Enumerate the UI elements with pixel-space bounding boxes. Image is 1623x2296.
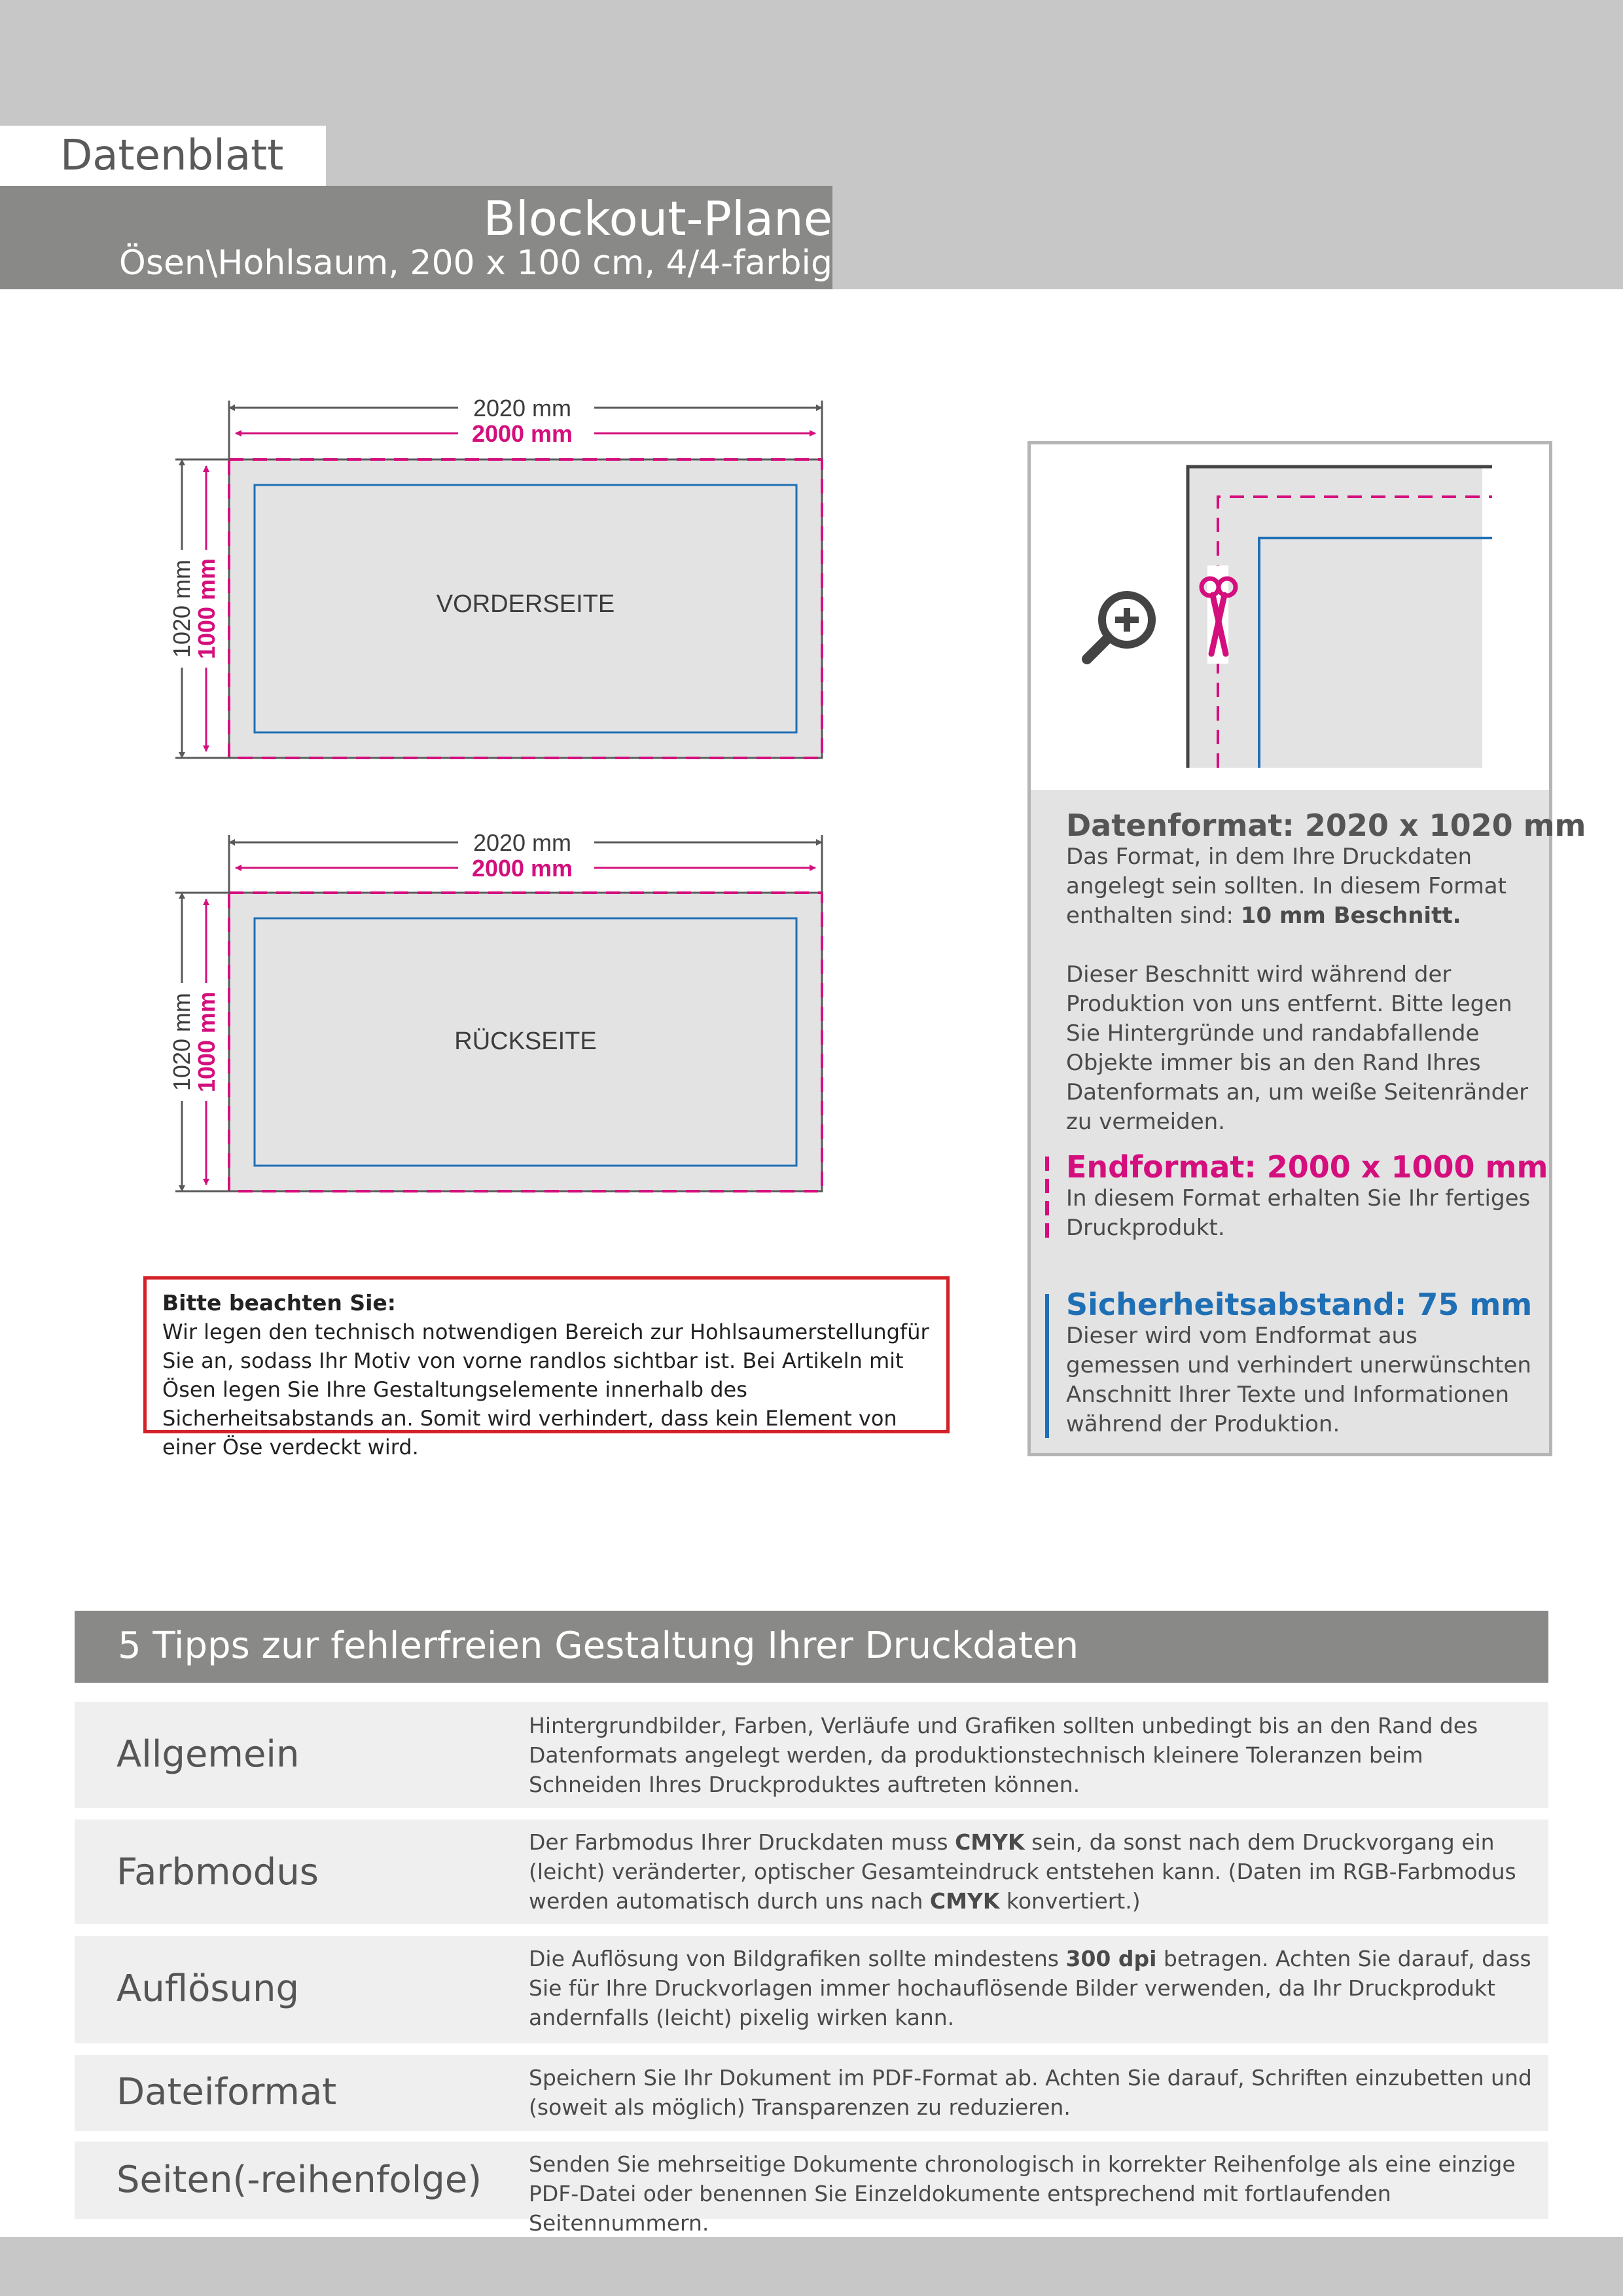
safety-marker xyxy=(1045,1294,1049,1438)
datenformat-note: Dieser Beschnitt wird während der Produktion von uns entfernt. Bitte legen Sie Hintergründe und randabfallende Objekte immer bis an den Rand Ihres Datenformats an, um weiße Seitenränder zu vermeiden. xyxy=(1066,961,1529,1135)
corner-detail xyxy=(1031,444,1549,790)
tip-name: Auflösung xyxy=(116,1967,300,2010)
footer-band xyxy=(0,2237,1623,2296)
zoom-detail-panel xyxy=(1027,441,1552,793)
format-info-panel xyxy=(1027,790,1586,1456)
front-final-height: 1000 mm xyxy=(193,558,220,660)
datenformat-title: Datenformat: 2020 x 1020 mm xyxy=(1066,808,1586,843)
front-panel xyxy=(168,395,822,758)
zoom-in-icon xyxy=(1087,595,1152,659)
back-data-width: 2020 mm xyxy=(473,829,572,856)
tip-row xyxy=(75,2142,1548,2236)
format-diagram xyxy=(0,0,982,1244)
product-subtitle: Ösen\Hohlsaum, 200 x 100 cm, 4/4-farbig xyxy=(118,243,832,283)
front-final-width: 2000 mm xyxy=(471,420,573,447)
tip-text: Der Farbmodus Ihrer Druckdaten muss CMYK sein, da sonst nach dem Druckvorgang ein (leicht) veränderter, optischer Gesamteindruck entstehen kann. (Daten im RGB-Farbmodus werden automatisch durch uns nach CMYK konvertiert.) xyxy=(529,1829,1516,1914)
front-label: VORDERSEITE xyxy=(436,590,615,618)
sicherheit-text: Dieser wird vom Endformat aus gemessen und verhindert unerwünschten Anschnitt Ihrer Texte und Informationen während der Produktion. xyxy=(1066,1323,1531,1437)
datenformat-text: Das Format, in dem Ihre Druckdaten angelegt sein sollten. In diesem Format enthalten sind: 10 mm Beschnitt. xyxy=(1066,844,1507,929)
tip-text: Speichern Sie Ihr Dokument im PDF-Format ab. Achten Sie darauf, Schriften einzubetten und (soweit als möglich) Transparenzen zu reduzieren. xyxy=(529,2065,1532,2120)
doc-type-label: Datenblatt xyxy=(60,132,284,180)
tip-text: Die Auflösung von Bildgrafiken sollte mindestens 300 dpi betragen. Achten Sie darauf, dass Sie für Ihre Druckvorlagen immer hochauflösende Bilder verwenden, da Ihr Druckprodukt andernfalls (leicht) pixelig wirken kann. xyxy=(529,1946,1531,2030)
front-data-width: 2020 mm xyxy=(473,395,572,422)
front-data-height: 1020 mm xyxy=(168,559,195,658)
tips-title: 5 Tipps zur fehlerfreien Gestaltung Ihrer Druckdaten xyxy=(118,1624,1079,1667)
tip-row xyxy=(75,2055,1548,2131)
notice-title: Bitte beachten Sie: xyxy=(162,1290,397,1316)
tip-text: Senden Sie mehrseitige Dokumente chronologisch in korrekter Reihenfolge als eine einzige PDF-Datei oder benennen Sie Einzeldokumente entsprechend mit fortlaufenden Seitennummern. xyxy=(529,2151,1516,2236)
tip-name: Farbmodus xyxy=(116,1851,319,1893)
back-final-height: 1000 mm xyxy=(193,991,220,1093)
endformat-text: In diesem Format erhalten Sie Ihr fertiges Druckprodukt. xyxy=(1066,1185,1531,1241)
notice-box xyxy=(143,1276,950,1460)
back-data-height: 1020 mm xyxy=(168,992,195,1092)
tip-name: Dateiformat xyxy=(116,2071,337,2113)
endformat-title: Endformat: 2000 x 1000 mm xyxy=(1066,1149,1548,1185)
endformat-marker xyxy=(1045,1157,1049,1242)
back-label: RÜCKSEITE xyxy=(454,1028,597,1055)
tip-row xyxy=(75,1936,1548,2043)
tip-name: Seiten(-reihenfolge) xyxy=(116,2159,482,2201)
tip-row xyxy=(75,1820,1548,1924)
back-final-width: 2000 mm xyxy=(471,855,573,882)
tip-name: Allgemein xyxy=(116,1733,300,1776)
product-title: Blockout-Plane xyxy=(483,191,832,246)
tip-text: Hintergrundbilder, Farben, Verläufe und Grafiken sollten unbedingt bis an den Rand des Datenformats angelegt werden, da produktionstechnisch kleinere Toleranzen beim Schneiden Ihres Druckproduktes auftreten können. xyxy=(529,1713,1478,1797)
back-panel xyxy=(168,829,822,1191)
tip-row xyxy=(75,1702,1548,1808)
sicherheit-title: Sicherheitsabstand: 75 mm xyxy=(1066,1287,1533,1322)
notice-body: Wir legen den technisch notwendigen Bereich zur Hohlsaumerstellungfür Sie an, sodass Ihr Motiv von vorne randlos sichtbar ist. Bei Artikeln mit Ösen legen Sie Ihre Gestaltungselemente innerhalb des Sicherheitsabstands an. Somit wird verhindert, dass kein Element von einer Öse verdeckt wird. xyxy=(162,1319,929,1460)
